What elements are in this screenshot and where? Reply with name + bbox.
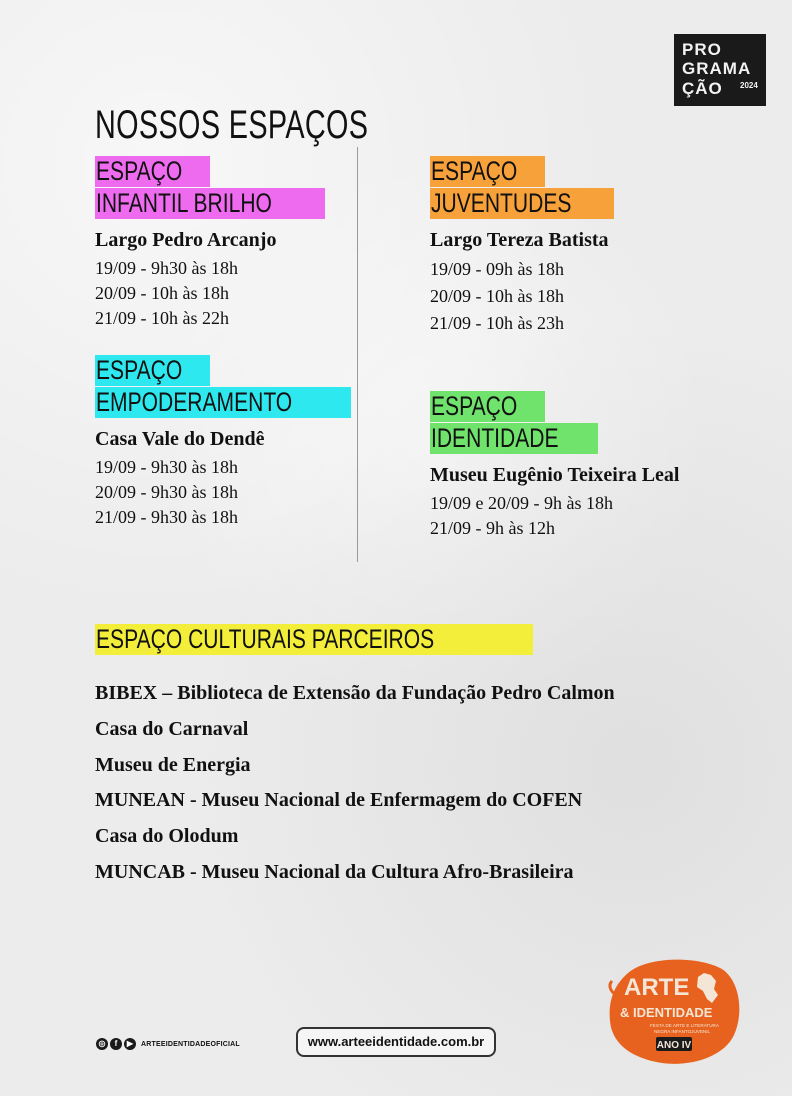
- programacao-badge: PRO GRAMA ÇÃO 2024: [674, 34, 766, 106]
- space-title-line1: ESPAÇO: [95, 355, 210, 386]
- space-date: 20/09 - 10h às 18h: [430, 286, 564, 306]
- space-date: 21/09 - 10h às 22h: [95, 308, 229, 328]
- space-location: Museu Eugênio Teixeira Leal: [430, 464, 680, 486]
- space-date: 21/09 - 9h30 às 18h: [95, 507, 238, 527]
- column-divider: [357, 147, 358, 562]
- space-title-line2: JUVENTUDES: [430, 188, 614, 219]
- space-juventudes: [430, 156, 614, 337]
- arte-identidade-logo: [606, 955, 744, 1067]
- space-location: Largo Tereza Batista: [430, 229, 609, 251]
- svg-text:ANO IV: ANO IV: [656, 1040, 692, 1051]
- svg-text:NEGRA INFANTOJUVENIL: NEGRA INFANTOJUVENIL: [654, 1029, 711, 1034]
- space-identidade: [430, 391, 679, 541]
- space-date: 21/09 - 10h às 23h: [430, 313, 564, 333]
- website-link[interactable]: www.arteeidentidade.com.br: [296, 1027, 496, 1057]
- badge-year: 2024: [740, 81, 758, 90]
- partner-item: Casa do Carnaval: [95, 717, 249, 740]
- space-title-line1: ESPAÇO: [95, 156, 210, 187]
- space-location: Casa Vale do Dendê: [95, 428, 265, 450]
- youtube-icon[interactable]: ▶: [124, 1038, 136, 1050]
- partners-title: ESPAÇO CULTURAIS PARCEIROS: [95, 624, 533, 655]
- partner-item: Casa do Olodum: [95, 825, 239, 848]
- social-links: [96, 1038, 240, 1050]
- partner-item: Museu de Energia: [95, 753, 251, 776]
- space-infantil-brilho: [95, 156, 325, 331]
- facebook-icon[interactable]: f: [110, 1038, 122, 1050]
- space-date: 19/09 e 20/09 - 9h às 18h: [430, 493, 613, 513]
- space-location: Largo Pedro Arcanjo: [95, 229, 277, 251]
- space-title-line1: ESPAÇO: [430, 156, 545, 187]
- partner-item: BIBEX – Biblioteca de Extensão da Fundação Pedro Calmon: [95, 682, 615, 704]
- space-date: 20/09 - 10h às 18h: [95, 283, 229, 303]
- space-date: 21/09 - 9h às 12h: [430, 518, 555, 538]
- svg-text:FESTA DE ARTE E LITERATURA: FESTA DE ARTE E LITERATURA: [650, 1023, 719, 1028]
- svg-text:& IDENTIDADE: & IDENTIDADE: [620, 1005, 713, 1020]
- partner-item: MUNCAB - Museu Nacional da Cultura Afro-Brasileira: [95, 860, 574, 883]
- space-date: 19/09 - 09h às 18h: [430, 259, 564, 279]
- svg-text:ARTE: ARTE: [624, 974, 690, 1001]
- space-empoderamento: [95, 355, 351, 530]
- space-title-line1: ESPAÇO: [430, 391, 545, 422]
- page-title: NOSSOS ESPAÇOS: [95, 102, 369, 147]
- space-title-line2: IDENTIDADE: [430, 423, 598, 454]
- partner-item: MUNEAN - Museu Nacional de Enfermagem do COFEN: [95, 789, 583, 812]
- space-date: 19/09 - 9h30 às 18h: [95, 457, 238, 477]
- space-title-line2: INFANTIL BRILHO: [95, 188, 325, 219]
- partners-list: [95, 676, 615, 891]
- social-handle[interactable]: ARTEEIDENTIDADEOFICIAL: [141, 1040, 240, 1048]
- space-date: 19/09 - 9h30 às 18h: [95, 258, 238, 278]
- instagram-icon[interactable]: ◎: [96, 1038, 108, 1050]
- space-date: 20/09 - 9h30 às 18h: [95, 482, 238, 502]
- space-title-line2: EMPODERAMENTO: [95, 387, 351, 418]
